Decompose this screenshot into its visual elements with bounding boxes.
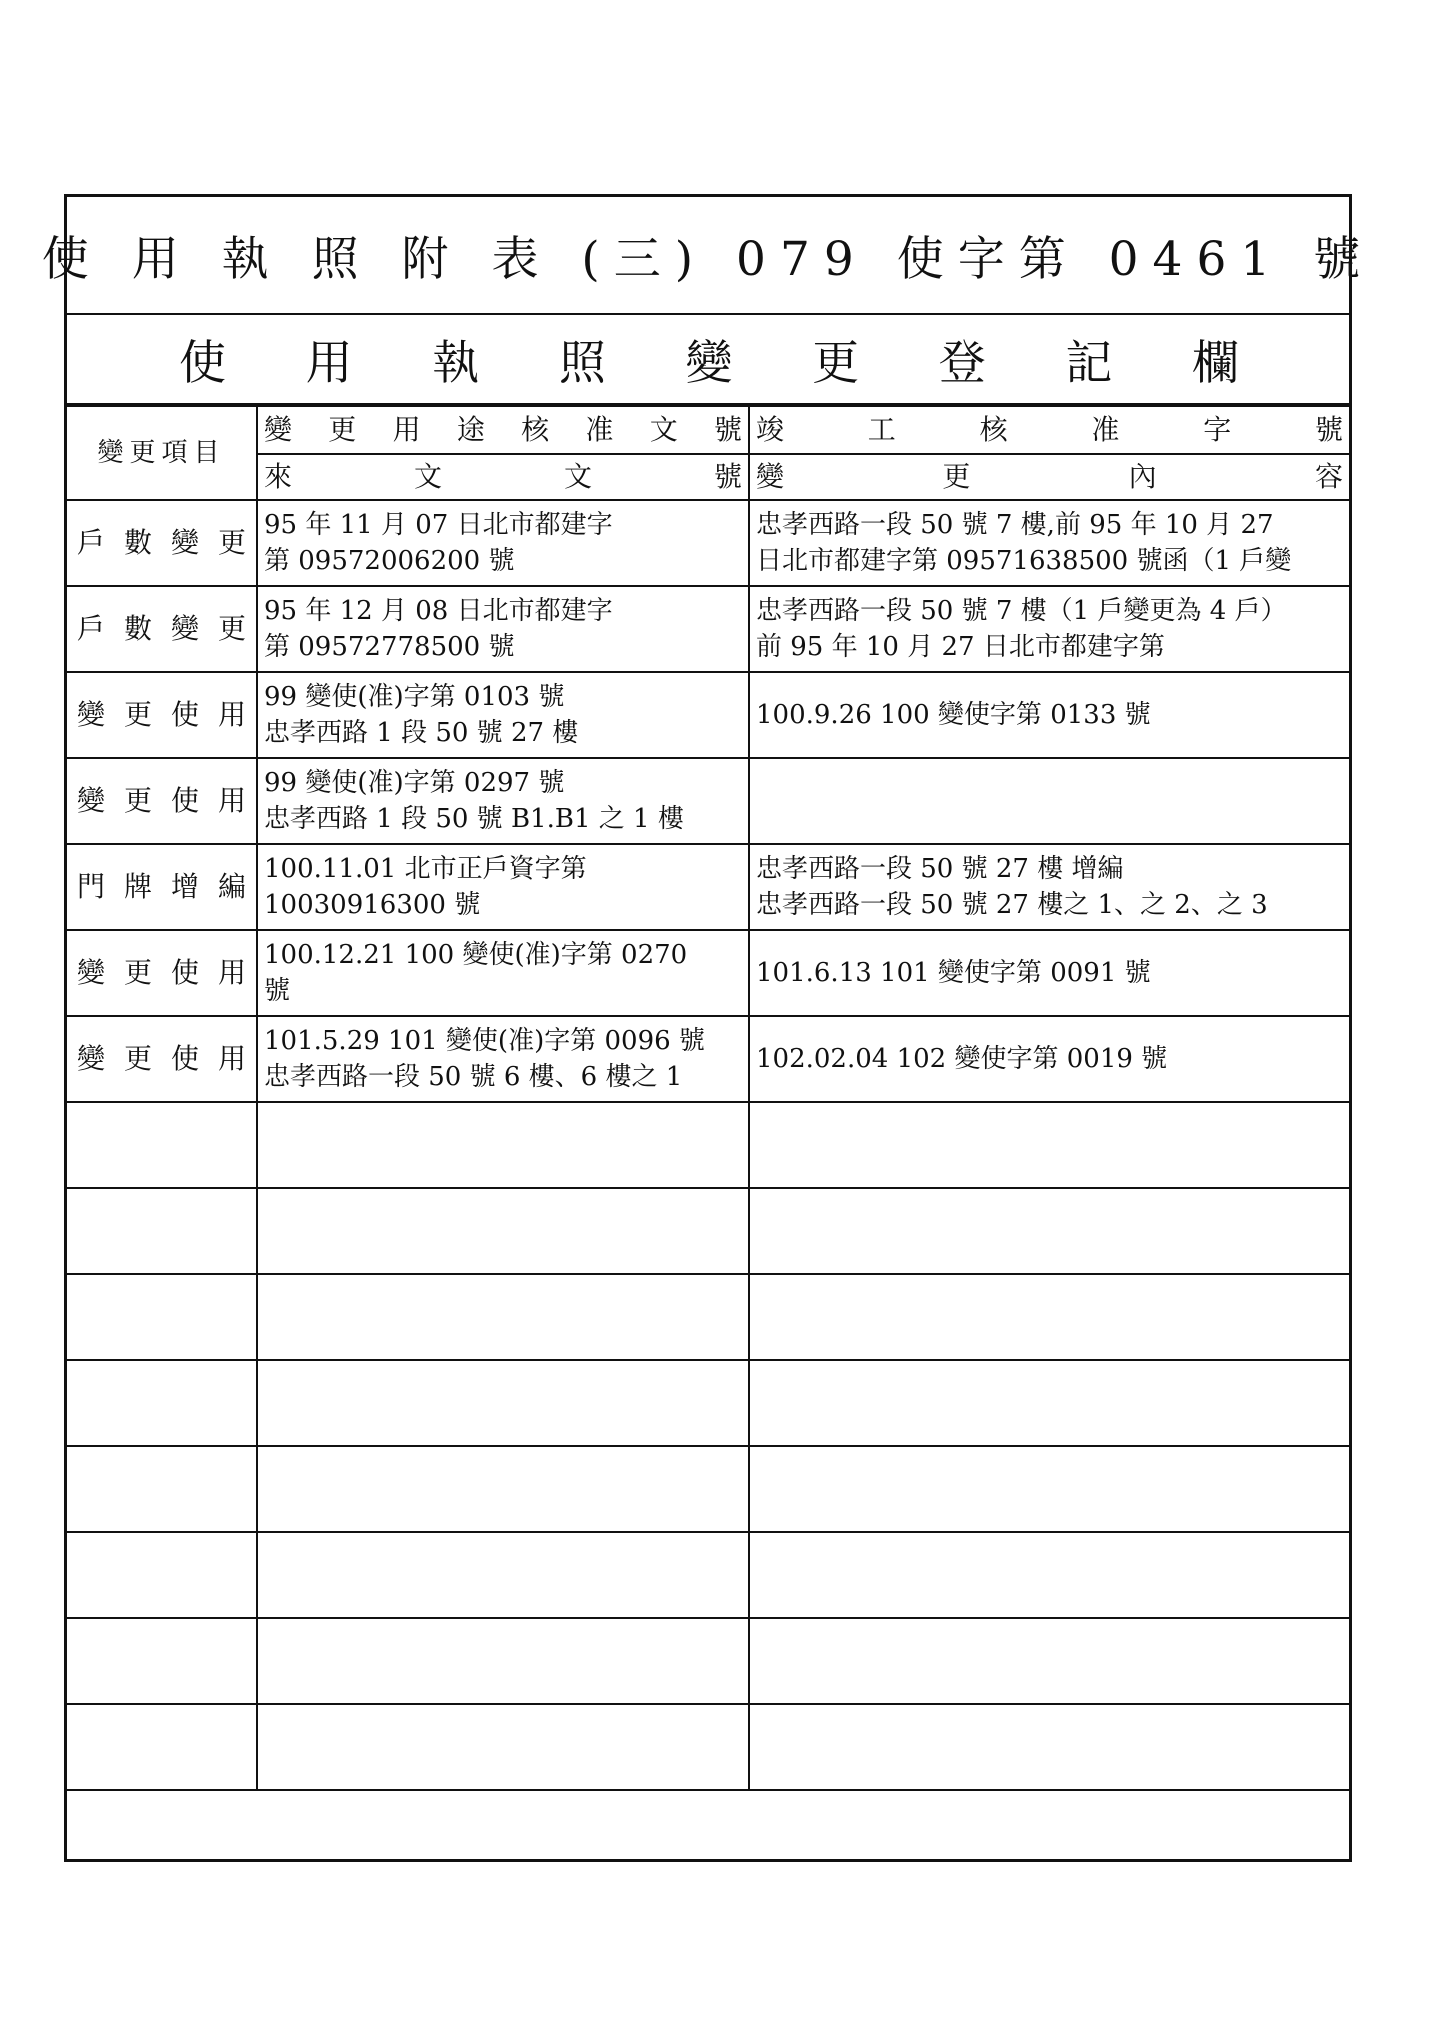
header-char: 內 <box>1128 460 1157 493</box>
header-char: 工 <box>867 413 896 446</box>
change-content-cell <box>749 586 1349 672</box>
header-char: 文 <box>563 460 592 493</box>
table-row <box>67 844 1349 930</box>
subtitle-char: 欄 <box>1192 335 1239 391</box>
header-char: 號 <box>1314 413 1343 446</box>
change-item-char: 數 <box>123 526 152 559</box>
header-char: 號 <box>713 413 742 446</box>
empty-cell <box>67 1188 257 1274</box>
change-item-char: 更 <box>123 698 152 731</box>
change-item-char: 用 <box>217 784 246 817</box>
approval-line: 號 <box>264 976 291 1006</box>
content-line: 102.02.04 102 變使字第 0019 號 <box>756 1044 1168 1074</box>
table-row <box>67 672 1349 758</box>
change-item-char: 變 <box>77 698 106 731</box>
change-item-char: 更 <box>123 1042 152 1075</box>
header-char: 用 <box>392 413 421 446</box>
empty-row <box>67 1188 1349 1274</box>
approval-line: 第 09572778500 號 <box>264 632 515 662</box>
change-item-char: 用 <box>217 698 246 731</box>
empty-row <box>67 1274 1349 1360</box>
change-item-char: 變 <box>170 612 199 645</box>
register-subtitle <box>67 315 1349 405</box>
approval-number-cell <box>257 758 749 844</box>
empty-cell <box>749 1446 1349 1532</box>
empty-cell <box>257 1188 749 1274</box>
header-char: 更 <box>328 413 357 446</box>
column-header-content <box>749 454 1349 500</box>
change-item-cell <box>67 1016 257 1102</box>
approval-line: 100.11.01 北市正戶資字第 <box>264 854 587 884</box>
change-register-table <box>67 405 1349 1791</box>
empty-cell <box>67 1618 257 1704</box>
empty-cell <box>257 1360 749 1446</box>
header-char: 變 <box>756 460 785 493</box>
change-content-cell <box>749 672 1349 758</box>
subtitle-char: 執 <box>432 335 480 391</box>
approval-line: 99 變使(准)字第 0297 號 <box>264 768 565 798</box>
empty-cell <box>749 1188 1349 1274</box>
header-char: 文 <box>649 413 678 446</box>
approval-line: 101.5.29 101 變使(准)字第 0096 號 <box>264 1026 705 1056</box>
empty-row <box>67 1618 1349 1704</box>
change-item-char: 變 <box>77 956 106 989</box>
empty-cell <box>67 1532 257 1618</box>
empty-row <box>67 1360 1349 1446</box>
header-char: 變 <box>264 413 293 446</box>
subtitle-char: 變 <box>685 335 733 391</box>
change-item-cell <box>67 930 257 1016</box>
approval-line: 忠孝西路 1 段 50 號 27 樓 <box>264 718 579 748</box>
approval-number-cell <box>257 672 749 758</box>
change-item-char: 更 <box>123 956 152 989</box>
header-char: 字 <box>1203 413 1232 446</box>
approval-number-cell <box>257 930 749 1016</box>
subtitle-char: 使 <box>179 335 226 391</box>
content-line: 忠孝西路一段 50 號 27 樓之 1、之 2、之 3 <box>756 890 1268 920</box>
empty-cell <box>67 1274 257 1360</box>
change-item-char: 數 <box>123 612 152 645</box>
subtitle-char: 更 <box>812 335 860 391</box>
empty-cell <box>67 1704 257 1790</box>
change-item-char: 更 <box>217 612 246 645</box>
change-item-char: 使 <box>170 956 199 989</box>
content-line: 忠孝西路一段 50 號 27 樓 增編 <box>756 854 1124 884</box>
subtitle-char: 記 <box>1065 335 1113 391</box>
empty-row <box>67 1102 1349 1188</box>
change-item-char: 更 <box>123 784 152 817</box>
column-header-source <box>257 454 749 500</box>
header-char: 號 <box>713 460 742 493</box>
content-line: 日北市都建字第 09571638500 號函（1 戶變 <box>756 546 1292 576</box>
empty-cell <box>749 1102 1349 1188</box>
column-header-item: 變更項目 <box>67 406 257 500</box>
change-content-cell <box>749 1016 1349 1102</box>
subtitle-char: 登 <box>938 335 986 391</box>
change-item-char: 使 <box>170 698 199 731</box>
header-char: 竣 <box>756 413 785 446</box>
approval-line: 100.12.21 100 變使(准)字第 0270 <box>264 940 688 970</box>
change-item-cell <box>67 672 257 758</box>
content-line: 忠孝西路一段 50 號 7 樓,前 95 年 10 月 27 <box>756 510 1274 540</box>
change-item-char: 戶 <box>77 526 106 559</box>
change-item-char: 變 <box>170 526 199 559</box>
table-row <box>67 758 1349 844</box>
header-char: 核 <box>521 413 550 446</box>
document-title: 使 用 執 照 附 表 (三) 079 使字第 0461 號 <box>41 231 1375 287</box>
header-char: 來 <box>264 460 293 493</box>
approval-line: 95 年 12 月 08 日北市都建字 <box>264 596 613 626</box>
empty-cell <box>749 1360 1349 1446</box>
empty-cell <box>257 1618 749 1704</box>
empty-cell <box>257 1704 749 1790</box>
approval-line: 忠孝西路一段 50 號 6 樓、6 樓之 1 <box>264 1062 683 1092</box>
register-sheet <box>41 194 1375 1862</box>
change-item-char: 變 <box>77 784 106 817</box>
header-char: 容 <box>1314 460 1343 493</box>
table-row <box>67 930 1349 1016</box>
change-content-cell <box>749 930 1349 1016</box>
approval-number-cell <box>257 586 749 672</box>
change-content-cell <box>749 758 1349 844</box>
content-line: 忠孝西路一段 50 號 7 樓（1 戶變更為 4 戶） <box>756 596 1287 626</box>
change-item-char: 更 <box>217 526 246 559</box>
empty-row <box>67 1704 1349 1790</box>
header-char: 文 <box>413 460 442 493</box>
empty-row <box>67 1532 1349 1618</box>
content-line: 101.6.13 101 變使字第 0091 號 <box>756 958 1151 988</box>
change-item-cell <box>67 500 257 586</box>
change-content-cell <box>749 844 1349 930</box>
header-char: 核 <box>979 413 1008 446</box>
change-item-cell <box>67 586 257 672</box>
change-item-cell <box>67 844 257 930</box>
empty-cell <box>257 1446 749 1532</box>
content-line: 100.9.26 100 變使字第 0133 號 <box>756 700 1151 730</box>
column-header-completion <box>749 406 1349 454</box>
document-title-row <box>41 197 1375 315</box>
table-row <box>67 1016 1349 1102</box>
empty-cell <box>749 1704 1349 1790</box>
approval-number-cell <box>257 500 749 586</box>
change-item-char: 使 <box>170 784 199 817</box>
empty-cell <box>67 1102 257 1188</box>
approval-number-cell <box>257 844 749 930</box>
header-char: 途 <box>456 413 485 446</box>
empty-cell <box>257 1274 749 1360</box>
change-item-char: 編 <box>217 870 246 903</box>
change-item-char: 戶 <box>77 612 106 645</box>
subtitle-char: 用 <box>305 335 353 391</box>
column-header-approval <box>257 406 749 454</box>
change-item-char: 門 <box>77 870 106 903</box>
change-item-char: 用 <box>217 956 246 989</box>
change-item-char: 增 <box>170 870 199 903</box>
approval-line: 95 年 11 月 07 日北市都建字 <box>264 510 613 540</box>
change-item-char: 用 <box>217 1042 246 1075</box>
empty-cell <box>257 1532 749 1618</box>
header-char: 准 <box>585 413 614 446</box>
subtitle-char: 照 <box>558 335 606 391</box>
empty-cell <box>67 1446 257 1532</box>
change-item-char: 使 <box>170 1042 199 1075</box>
approval-line: 忠孝西路 1 段 50 號 B1.B1 之 1 樓 <box>264 804 684 834</box>
empty-cell <box>67 1360 257 1446</box>
empty-row <box>67 1446 1349 1532</box>
change-item-cell <box>67 758 257 844</box>
approval-line: 10030916300 號 <box>264 890 481 920</box>
change-content-cell <box>749 500 1349 586</box>
approval-number-cell <box>257 1016 749 1102</box>
approval-line: 第 09572006200 號 <box>264 546 515 576</box>
approval-line: 99 變使(准)字第 0103 號 <box>264 682 565 712</box>
empty-cell <box>749 1274 1349 1360</box>
table-row <box>67 586 1349 672</box>
header-char: 更 <box>942 460 971 493</box>
content-line: 前 95 年 10 月 27 日北市都建字第 <box>756 632 1165 662</box>
empty-cell <box>749 1532 1349 1618</box>
table-row <box>67 500 1349 586</box>
change-item-char: 變 <box>77 1042 106 1075</box>
header-char: 准 <box>1091 413 1120 446</box>
empty-cell <box>749 1618 1349 1704</box>
empty-cell <box>257 1102 749 1188</box>
change-item-char: 牌 <box>123 870 152 903</box>
